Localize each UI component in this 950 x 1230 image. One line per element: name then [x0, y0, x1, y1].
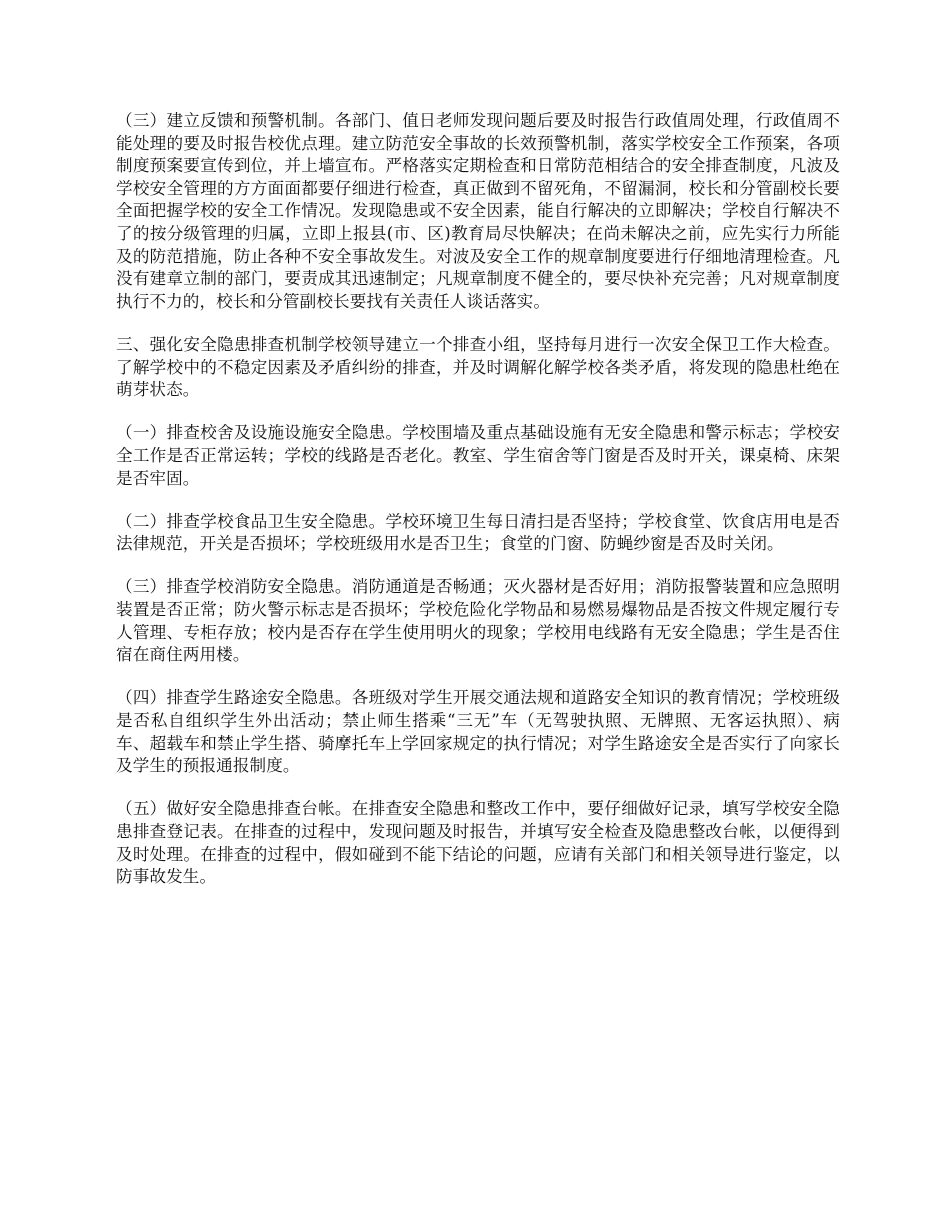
paragraph-fire-safety: （三）排查学校消防安全隐患。消防通道是否畅通；灭火器材是否好用；消防报警装置和应急照明装置是否正常；防火警示标志是否损坏；学校危险化学物品和易燃易爆物品是否按文件规定履行专人管理、专柜存放；校内是否存在学生使用明火的现象；学校用电线路有无安全隐患；学生是否住宿在商住两用楼。: [116, 577, 840, 665]
paragraph-feedback-warning: （三）建立反馈和预警机制。各部门、值日老师发现问题后要及时报告行政值周处理，行政值周不能处理的要及时报告校优点理。建立防范安全事故的长效预警机制，落实学校安全工作预案，各项制度预案要宣传到位，并上墙宣布。严格落实定期检查和日常防范相结合的安全排查制度，凡波及学校安全管理的方方面面都要仔细进行检查，真正做到不留死角，不留漏洞，校长和分管副校长要全面把握学校的安全工作情况。发现隐患或不安全因素，能自行解决的立即解决；学校自行解决不了的按分级管理的归属，立即上报县(市、区)教育局尽快解决；在尚未解决之前，应先实行力所能及的防范措施，防止各种不安全事故发生。对波及安全工作的规章制度要进行仔细地清理检查。凡没有建章立制的部门，要责成其迅速制定；凡规章制度不健全的，要尽快补充完善；凡对规章制度执行不力的，校长和分管副校长要找有关责任人谈话落实。: [116, 111, 840, 311]
paragraph-food-hygiene: （二）排查学校食品卫生安全隐患。学校环境卫生每日清扫是否坚持；学校食堂、饮食店用电是否法律规范，开关是否损坏；学校班级用水是否卫生；食堂的门窗、防蝇纱窗是否及时关闭。: [116, 511, 840, 554]
paragraph-inspection-ledger: （五）做好安全隐患排查台帐。在排查安全隐患和整改工作中，要仔细做好记录，填写学校安全隐患排查登记表。在排查的过程中，发现问题及时报告，并填写安全检查及隐患整改台帐，以便得到及时处理。在排查的过程中，假如碰到不能下结论的问题，应请有关部门和相关领导进行鉴定，以防事故发生。: [116, 799, 840, 887]
paragraph-building-facilities: （一）排查校舍及设施设施安全隐患。学校围墙及重点基础设施有无安全隐患和警示标志；学校安全工作是否正常运转；学校的线路是否老化。教室、学生宿舍等门窗是否及时开关，课桌椅、床架是否牢固。: [116, 423, 840, 488]
paragraph-road-safety: （四）排查学生路途安全隐患。各班级对学生开展交通法规和道路安全知识的教育情况；学校班级是否私自组织学生外出活动；禁止师生搭乘“三无”车（无驾驶执照、无牌照、无客运执照）、病车、超载车和禁止学生搭、骑摩托车上学回家规定的执行情况；对学生路途安全是否实行了向家长及学生的预报通报制度。: [116, 688, 840, 776]
document-body: [116, 110, 840, 889]
paragraph-hazard-inspection-mechanism: 三、强化安全隐患排查机制学校领导建立一个排查小组，坚持每月进行一次安全保卫工作大检查。了解学校中的不稳定因素及矛盾纠纷的排查，并及时调解化解学校各类矛盾，将发现的隐患杜绝在萌芽状态。: [116, 334, 840, 400]
